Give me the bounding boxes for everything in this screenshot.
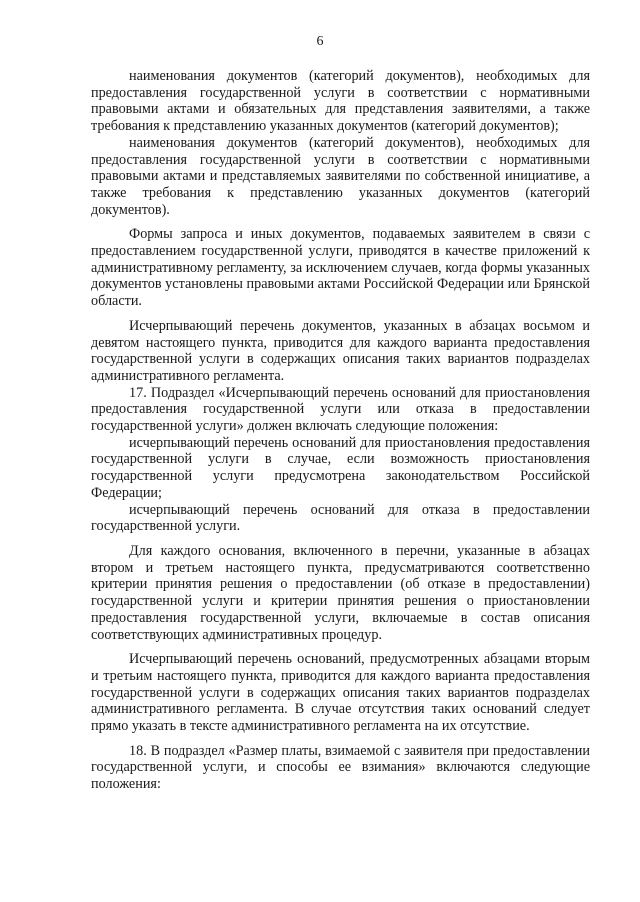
paragraph: Формы запроса и иных документов, подаваемых заявителем в связи с предоставлением государственной услуги, приводятся в качестве приложений к административному регламенту, за исключением случаев, когда формы указанных документов установлены правовыми актами Российской Федерации или Брянской области. [91,226,590,310]
document-body [91,68,590,793]
paragraph: наименования документов (категорий документов), необходимых для предоставления государственной услуги в соответствии с нормативными правовыми актами и представляемых заявителями по собственной инициативе, а также требования к представлению указанных документов (категорий документов). [91,134,590,218]
paragraph: Исчерпывающий перечень оснований, предусмотренных абзацами вторым и третьим настоящего пункта, приводится для каждого варианта предоставления государственной услуги в содержащих описания таких вариантов подразделах административного регламента. В случае отсутствия таких оснований следует прямо указать в тексте административного регламента на их отсутствие. [91,651,590,735]
paragraph: Для каждого основания, включенного в перечни, указанные в абзацах втором и третьем настоящего пункта, предусматриваются соответственно критерии принятия решения о предоставлении (об отказе в предоставлении) государственной услуги и критерии принятия решения о приостановлении предоставления государственной услуги, включаемые в состав описания соответствующих административных процедур. [91,542,590,643]
paragraph: 18. В подраздел «Размер платы, взимаемой с заявителя при предоставлении государственной услуги, и способы ее взимания» включаются следующие положения: [91,742,590,793]
page-number: 6 [316,34,324,49]
paragraph: Исчерпывающий перечень документов, указанных в абзацах восьмом и девятом настоящего пункта, приводится для каждого варианта предоставления государственной услуги в содержащих описания таких вариантов подразделах административного регламента. [91,317,590,384]
paragraph: исчерпывающий перечень оснований для отказа в предоставлении государственной услуги. [91,501,590,535]
paragraph: 17. Подраздел «Исчерпывающий перечень оснований для приостановления предоставления государственной услуги или отказа в предоставлении государственной услуги» должен включать следующие положения: [91,384,590,435]
paragraph: наименования документов (категорий документов), необходимых для предоставления государственной услуги в соответствии с нормативными правовыми актами и обязательных для представления заявителями, а также требования к представлению указанных документов (категорий документов); [91,68,590,135]
paragraph: исчерпывающий перечень оснований для приостановления предоставления государственной услуги в случае, если возможность приостановления государственной услуги предусмотрена законодательством Российской Федерации; [91,434,590,501]
